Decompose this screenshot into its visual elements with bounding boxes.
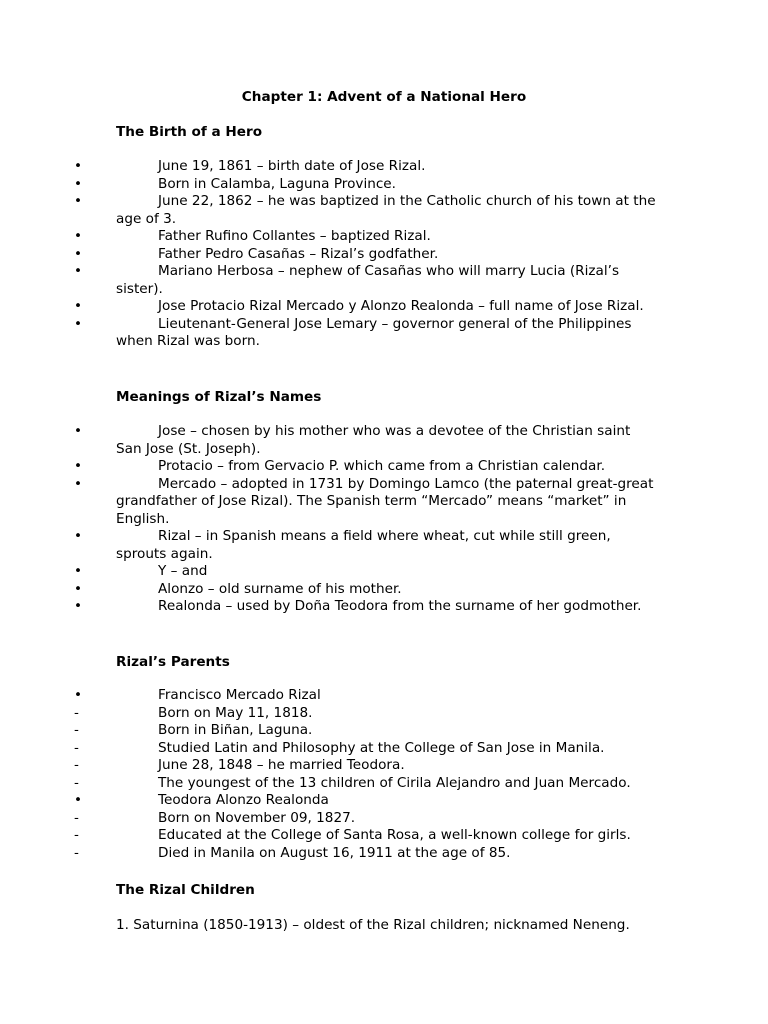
list-item: - Educated at the College of Santa Rosa, a well-known college for girls.	[74, 827, 631, 843]
list-item: - Born on May 11, 1818.	[74, 704, 313, 721]
list-item: • Father Pedro Casañas – Rizal’s godfather.	[74, 245, 439, 262]
list-item: • June 19, 1861 – birth date of Jose Rizal.	[74, 158, 426, 174]
section-heading-parents: Rizal’s Parents	[116, 654, 230, 670]
list-parents	[74, 687, 656, 862]
list-item: • Teodora Alonzo Realonda	[74, 792, 329, 808]
list-item: • Realonda – used by Doña Teodora from the surname of her godmother.	[74, 598, 642, 614]
list-item: - June 28, 1848 – he married Teodora.	[74, 757, 405, 773]
list-item: • Jose Protacio Rizal Mercado y Alonzo Realonda – full name of Jose Rizal.	[74, 298, 644, 314]
chapter-title: Chapter 1: Advent of a National Hero	[241, 89, 527, 105]
list-item: • Lieutenant-General Jose Lemary – governor general of the Philippines when Rizal was born.	[74, 315, 632, 349]
list-item: • Father Rufino Collantes – baptized Rizal.	[74, 228, 431, 244]
list-item: • Y – and	[74, 563, 208, 579]
list-item: • June 22, 1862 – he was baptized in the Catholic church of his town at the age of 3.	[74, 193, 656, 227]
list-item: • Jose – chosen by his mother who was a devotee of the Christian saint San Jose (St. Joseph).	[74, 423, 631, 457]
list-item: • Protacio – from Gervacio P. which came from a Christian calendar.	[74, 458, 606, 474]
list-item: - Studied Latin and Philosophy at the College of San Jose in Manila.	[74, 739, 605, 756]
list-item: • Francisco Mercado Rizal	[74, 687, 321, 703]
section-heading-birth: The Birth of a Hero	[116, 124, 263, 140]
list-item: • Rizal – in Spanish means a field where wheat, cut while still green, sprouts again.	[74, 528, 611, 562]
children-paragraph: 1. Saturnina (1850-1913) – oldest of the Rizal children; nicknamed Neneng.	[116, 917, 630, 933]
list-name-meanings	[74, 423, 656, 616]
list-item: - Born in Biñan, Laguna.	[74, 722, 313, 738]
list-item: - The youngest of the 13 children of Cirila Alejandro and Juan Mercado.	[74, 774, 631, 791]
list-item: • Born in Calamba, Laguna Province.	[74, 175, 396, 192]
list-item: • Alonzo – old surname of his mother.	[74, 580, 402, 597]
list-item: - Born on November 09, 1827.	[74, 809, 356, 826]
list-item: • Mariano Herbosa – nephew of Casañas who will marry Lucia (Rizal’s sister).	[74, 263, 620, 297]
section-heading-names: Meanings of Rizal’s Names	[116, 389, 322, 405]
list-item: • Mercado – adopted in 1731 by Domingo Lamco (the paternal great-great grandfather of Jose Rizal). The Spanish term “Mercado” means “market” in English.	[74, 475, 654, 527]
section-heading-children: The Rizal Children	[116, 882, 255, 898]
list-birth-of-hero	[74, 158, 656, 351]
list-item: - Died in Manila on August 16, 1911 at the age of 85.	[74, 844, 511, 861]
